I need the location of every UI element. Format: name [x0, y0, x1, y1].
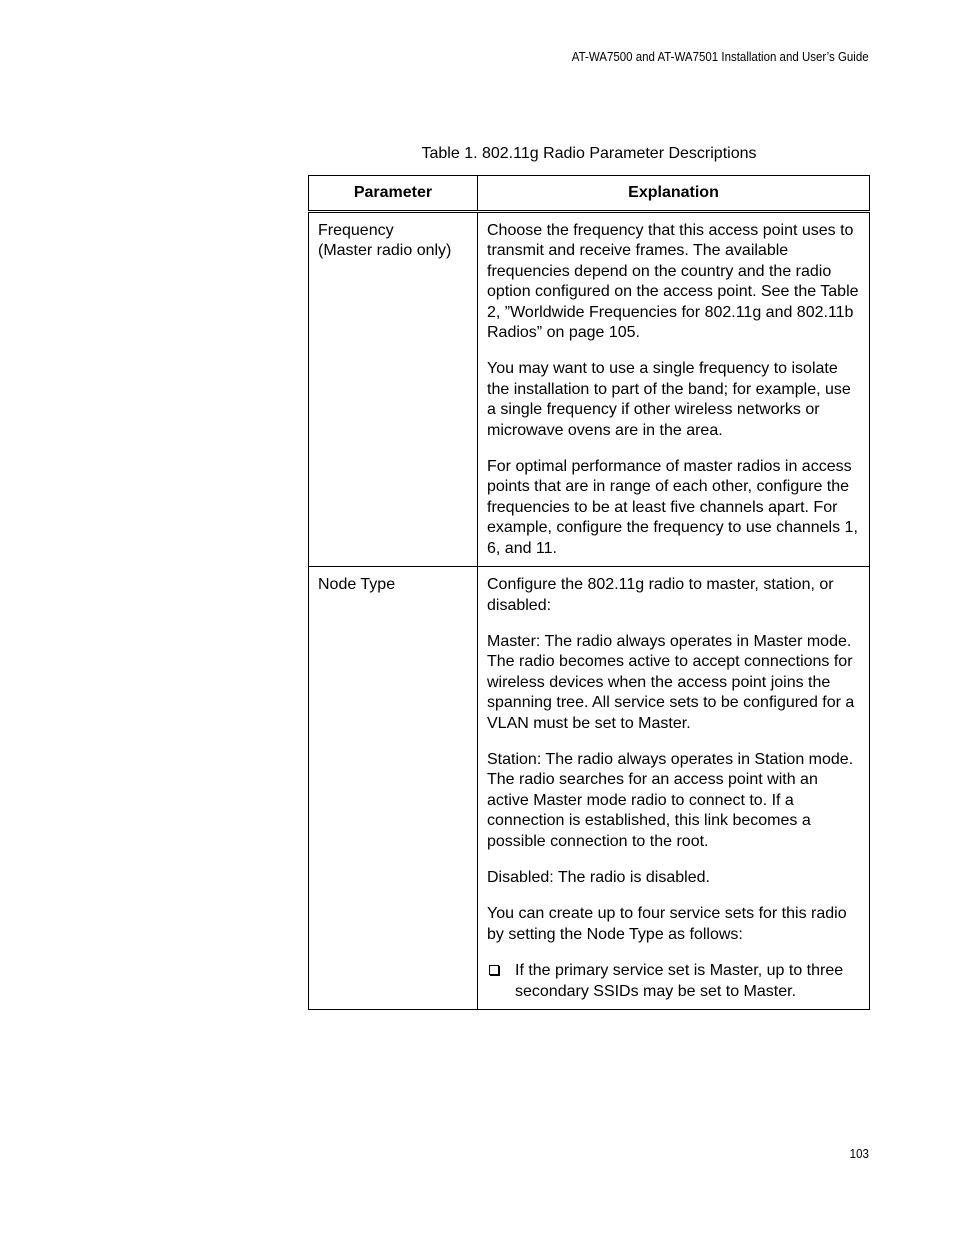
explanation-paragraph: For optimal performance of master radios in access points that are in range of each other, configure the frequencies to be at least five channels apart. For example, configure the frequency to use channels 1, 6, and 11. [487, 458, 858, 557]
parameter-name: Frequency [318, 222, 394, 239]
parameter-table [308, 175, 870, 1010]
table-header-row [309, 176, 870, 212]
explanation-paragraph: Station: The radio always operates in Station mode. The radio searches for an access point with an active Master mode radio to connect to. If a connection is established, this link becomes a possible connection to the root. [487, 750, 854, 850]
bullet-item [487, 961, 860, 1002]
explanation-paragraph: Choose the frequency that this access point uses to transmit and receive frames. The available frequencies depend on the country and the radio option configured on the access point. See the Table 2, ”Worldwide Frequencies for 802.11g and 802.11b Radios” on page 105. [487, 222, 859, 342]
column-header-explanation: Explanation [478, 176, 870, 212]
explanation-cell [478, 212, 870, 567]
page-number: 103 [849, 1147, 869, 1161]
explanation-paragraph: You can create up to four service sets for this radio by setting the Node Type as follows: [487, 905, 847, 943]
parameter-cell [309, 212, 478, 567]
explanation-paragraph: Master: The radio always operates in Master mode. The radio becomes active to accept connections for wireless devices when the access point joins the spanning tree. All service sets to be configured for a VLAN must be set to Master. [487, 632, 855, 732]
parameter-name: Node Type [318, 576, 396, 594]
running-header: AT-WA7500 and AT-WA7501 Installation and User’s Guide [572, 50, 869, 64]
explanation-paragraph: Disabled: The radio is disabled. [487, 868, 710, 886]
column-header-parameter: Parameter [309, 176, 478, 212]
explanation-paragraph: You may want to use a single frequency to isolate the installation to part of the band; for example, use a single frequency if other wireless networks or microwave ovens are in the area. [487, 360, 851, 439]
explanation-paragraph: Configure the 802.11g radio to master, station, or disabled: [487, 576, 834, 614]
checkbox-bullet-icon [487, 961, 515, 981]
explanation-cell [478, 567, 870, 1010]
parameter-cell [309, 567, 478, 1010]
table-row [309, 212, 870, 567]
parameter-note: (Master radio only) [318, 242, 452, 260]
table-row [309, 567, 870, 1010]
bullet-text: If the primary service set is Master, up to three secondary SSIDs may be set to Master. [515, 962, 844, 1000]
table-caption: Table 1. 802.11g Radio Parameter Descriptions [421, 145, 757, 162]
